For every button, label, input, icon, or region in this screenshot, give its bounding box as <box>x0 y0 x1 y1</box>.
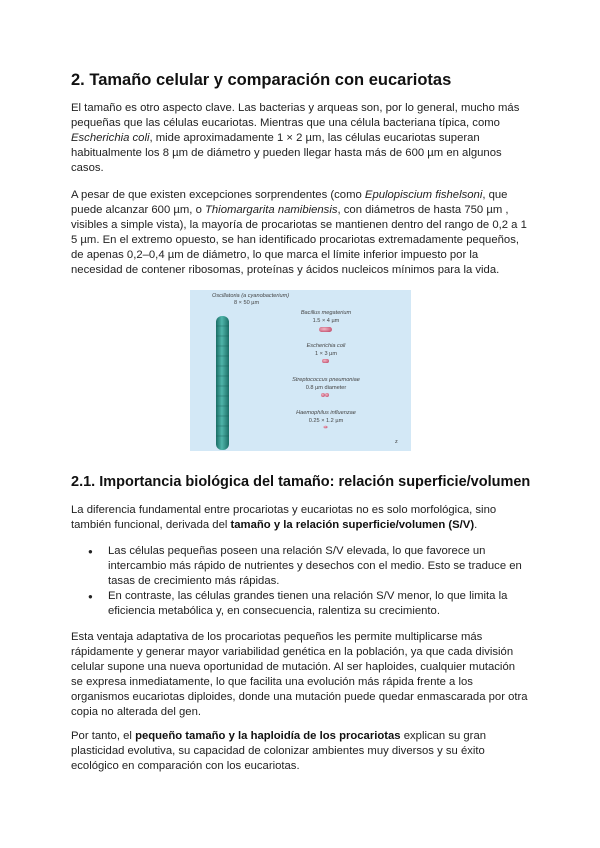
bacillus-cell <box>319 327 332 332</box>
bold-term: pequeño tamaño y la haploidía de los procariotas <box>135 730 401 742</box>
size-comparison-figure <box>190 290 411 451</box>
paragraph-adaptive-advantage: Esta ventaja adaptativa de los procariotas pequeños les permite multiplicarse más rápidamente y generar mayor variabilidad genética en la población, ya que cada división celular supone una nueva oportunidad de mutación. Al ser haploides, cualquier mutación se expresa inmediatamente, lo que facilita una evolución más rápida frente a los organismos eucariotas diploides, donde una mutación puede quedar enmascarada por otra copia no alterada del gen. <box>71 631 528 718</box>
ecoli-label: Escherichia coli <box>306 343 346 349</box>
bold-term: tamaño y la relación superficie/volumen (S/V) <box>230 519 475 531</box>
paragraph-size-intro <box>71 101 529 176</box>
sv-bullet-list <box>88 544 530 619</box>
paragraph-conclusion <box>71 729 529 774</box>
text-run: El tamaño es otro aspecto clave. Las bacterias y arqueas son, por lo general, mucho más pequeñas que las células eucariotas. Mientras que una célula bacteriana típica, como <box>71 102 520 129</box>
text-run: , con diámetros de hasta 750 µm , visibles a simple vista), la mayoría de procariotas se mantienen dentro del rango de 0,2 a 1 5 µm. En el extremo opuesto, se han identificado procariotas extremadamente pequeños, de apenas 0,2–0,4 µm de diámetro, lo que marca el límite inferior impuesto por la necesidad de contener ribosomas, proteínas y ácidos nucleicos mínimos para la vida. <box>71 204 527 276</box>
oscillatoria-filament <box>216 316 229 450</box>
ecoli-size: 1 × 3 µm <box>314 351 338 357</box>
text-run: explican su gran plasticidad evolutiva, su capacidad de colonizar ambientes muy diversos y su éxito ecológico en comparación con los eucariotas. <box>71 730 487 772</box>
list-item: ● En contraste, las células grandes tienen una relación S/V menor, lo que limita la eficiencia metabólica y, en consecuencia, ralentiza su crecimiento. <box>88 589 530 619</box>
paragraph-sv-intro <box>71 503 529 533</box>
italic-species: Thiomargarita namibiensis <box>205 204 338 216</box>
figure-corner-mark: z <box>395 439 398 445</box>
italic-species: Escherichia coli <box>71 132 150 144</box>
oscillatoria-label: Oscillatoria (a cyanobacterium) <box>212 293 290 299</box>
haemophilus-size: 0.25 × 1.2 µm <box>308 418 344 424</box>
paragraph-exceptions <box>71 188 529 278</box>
section-title: 2. Tamaño celular y comparación con eucariotas <box>71 71 452 89</box>
text-run: A pesar de que existen excepciones sorprendentes (como <box>71 189 365 201</box>
text-run: , mide aproximadamente 1 × 2 µm, las células eucariotas superan habitualmente los 8 µm de diámetro y pueden llegar hasta más de 600 µm en algunos casos. <box>71 132 502 174</box>
subsection-title: 2.1. Importancia biológica del tamaño: relación superficie/volumen <box>71 474 531 490</box>
streptococcus-label: Streptococcus pneumoniae <box>292 377 360 383</box>
ecoli-cell <box>322 359 329 363</box>
list-item: ● Las células pequeñas poseen una relación S/V elevada, lo que favorece un intercambio más rápido de nutrientes y desechos con el medio. Esto se traduce en tasas de crecimiento más rápidas. <box>88 544 530 589</box>
text-run: . <box>474 519 478 531</box>
streptococcus-cells <box>321 393 329 397</box>
text-run: La diferencia fundamental entre procariotas y eucariotas no es solo morfológica, sino también funcional, derivada del <box>71 504 497 531</box>
haemophilus-label: Haemophilus influenzae <box>296 410 356 416</box>
haemophilus-cell <box>324 426 328 429</box>
text-run: Por tanto, el <box>71 730 136 742</box>
italic-species: Epulopiscium fishelsoni <box>364 189 483 201</box>
streptococcus-size: 0.8 µm diameter <box>305 385 347 391</box>
bacillus-size: 1.5 × 4 µm <box>312 318 340 324</box>
bacillus-label: Bacillus megaterium <box>300 310 352 316</box>
oscillatoria-size: 8 × 50 µm <box>234 300 260 306</box>
text-run: , que puede alcanzar 600 µm, o <box>71 189 508 216</box>
